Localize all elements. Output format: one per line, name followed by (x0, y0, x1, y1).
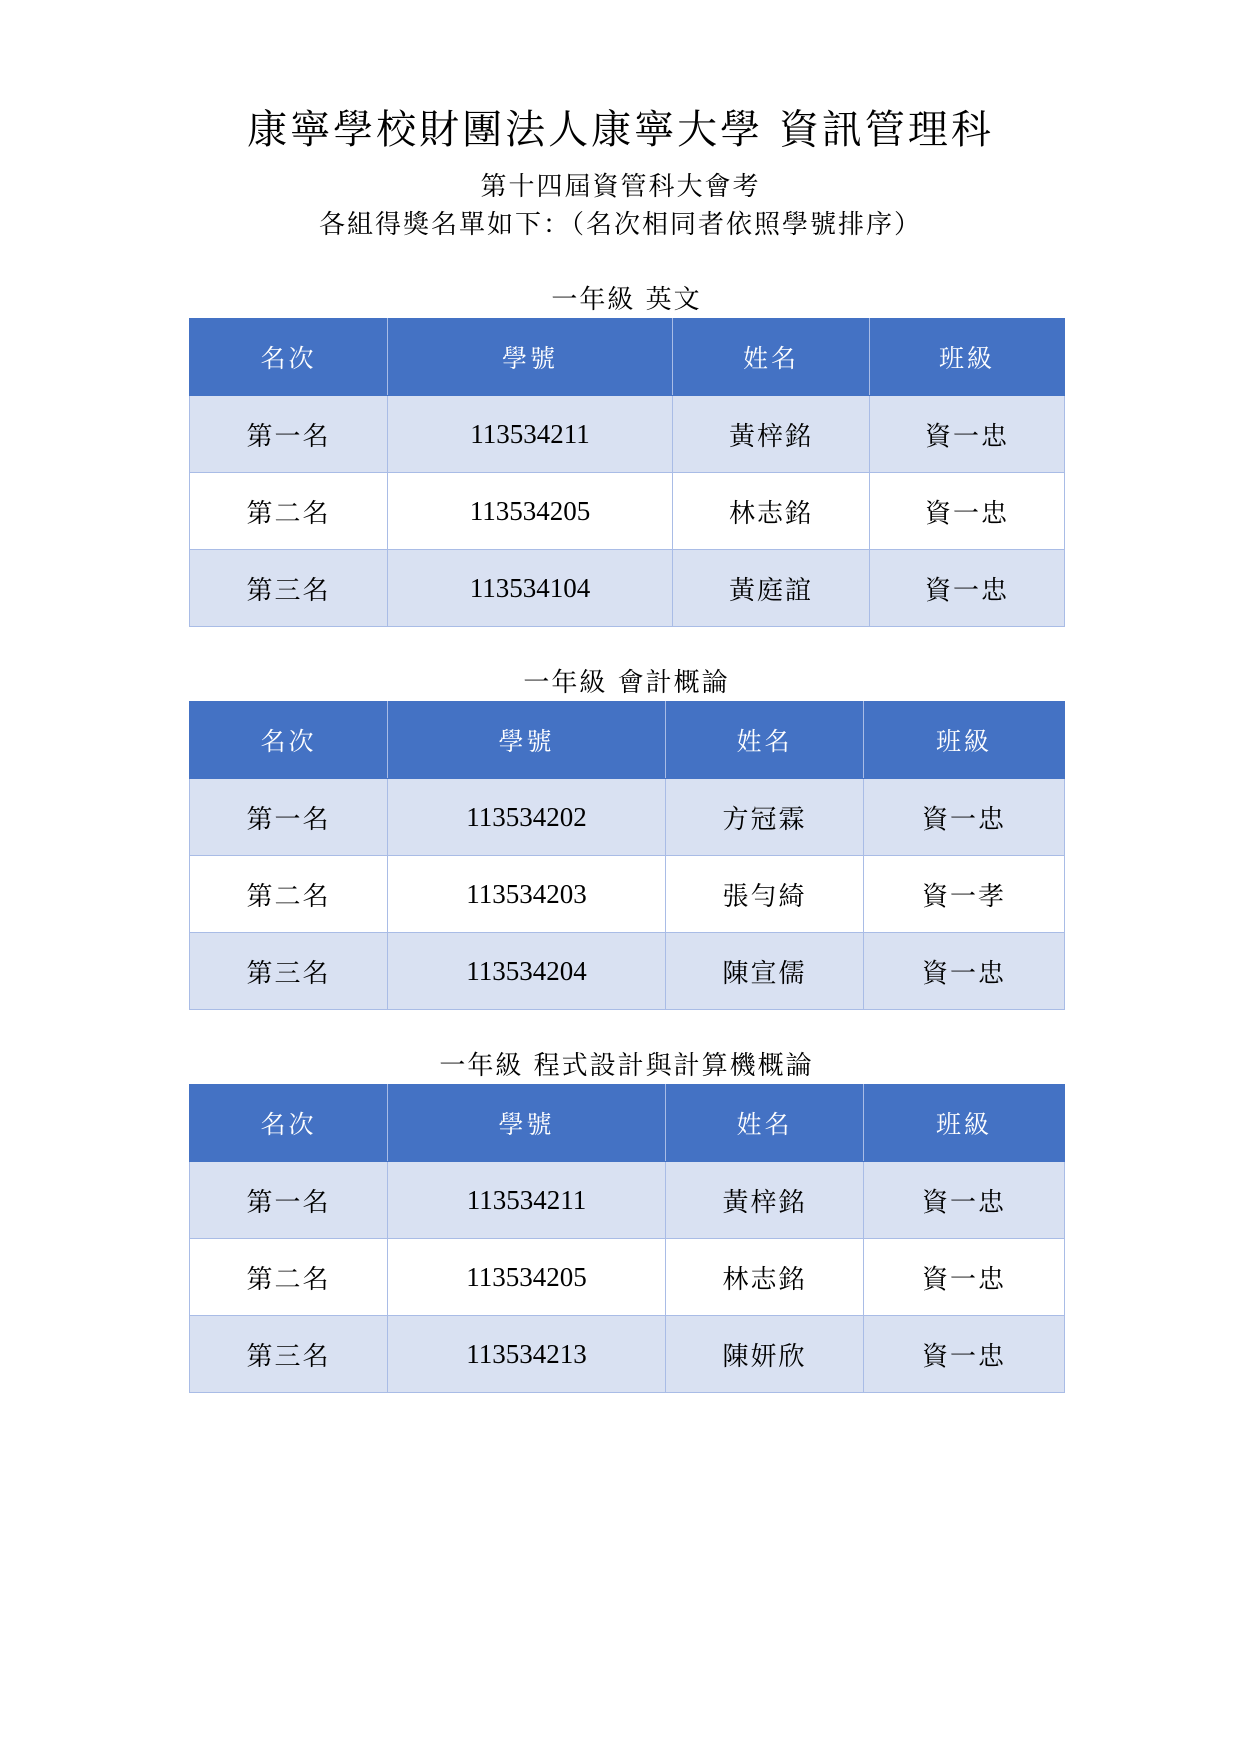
rank-cell: 第一名 (190, 779, 388, 856)
class-cell: 資一忠 (870, 550, 1065, 627)
column-header-student-id: 學號 (388, 702, 666, 779)
class-cell: 資一忠 (864, 779, 1065, 856)
rank-cell: 第三名 (190, 1316, 388, 1393)
class-cell: 資一忠 (870, 473, 1065, 550)
rank-cell: 第三名 (190, 933, 388, 1010)
column-header-name: 姓名 (673, 319, 870, 396)
table-header-row (190, 1085, 1065, 1162)
student-id-cell: 113534211 (388, 396, 673, 473)
section-title: 一年級 會計概論 (523, 668, 730, 698)
student-id-cell: 113534202 (388, 779, 666, 856)
award-table (189, 318, 1065, 627)
column-header-class: 班級 (864, 1085, 1065, 1162)
exam-name: 第十四屆資管科大會考 (480, 172, 761, 202)
student-id-cell: 113534204 (388, 933, 666, 1010)
student-id-cell: 113534104 (388, 550, 673, 627)
name-cell: 林志銘 (666, 1239, 864, 1316)
column-header-name: 姓名 (666, 1085, 864, 1162)
name-cell: 林志銘 (673, 473, 870, 550)
table-row (190, 396, 1065, 473)
table-row (190, 856, 1065, 933)
column-header-class: 班級 (864, 702, 1065, 779)
name-cell: 陳妍欣 (666, 1316, 864, 1393)
student-id-cell: 113534211 (388, 1162, 666, 1239)
name-cell: 張勻綺 (666, 856, 864, 933)
column-header-rank: 名次 (190, 702, 388, 779)
award-table (189, 1084, 1065, 1393)
student-id-cell: 113534213 (388, 1316, 666, 1393)
award-table (189, 701, 1065, 1010)
student-id-cell: 113534203 (388, 856, 666, 933)
column-header-rank: 名次 (190, 1085, 388, 1162)
rank-cell: 第二名 (190, 1239, 388, 1316)
class-cell: 資一孝 (864, 856, 1065, 933)
page-title: 康寧學校財團法人康寧大學 資訊管理科 (247, 107, 994, 153)
student-id-cell: 113534205 (388, 1239, 666, 1316)
table-header-row (190, 702, 1065, 779)
class-cell: 資一忠 (864, 1316, 1065, 1393)
name-cell: 黃梓銘 (673, 396, 870, 473)
table-row (190, 933, 1065, 1010)
table-row (190, 1316, 1065, 1393)
table-row (190, 1239, 1065, 1316)
name-cell: 方冠霖 (666, 779, 864, 856)
table-row (190, 1162, 1065, 1239)
class-cell: 資一忠 (870, 396, 1065, 473)
table-row (190, 779, 1065, 856)
award-list-note: 各組得獎名單如下：（名次相同者依照學號排序） (318, 210, 922, 240)
rank-cell: 第一名 (190, 396, 388, 473)
class-cell: 資一忠 (864, 933, 1065, 1010)
rank-cell: 第一名 (190, 1162, 388, 1239)
table-row (190, 550, 1065, 627)
column-header-student-id: 學號 (388, 319, 673, 396)
section-programming (189, 1050, 1064, 1393)
column-header-student-id: 學號 (388, 1085, 666, 1162)
column-header-name: 姓名 (666, 702, 864, 779)
class-cell: 資一忠 (864, 1162, 1065, 1239)
section-title: 一年級 英文 (551, 285, 702, 315)
column-header-rank: 名次 (190, 319, 388, 396)
name-cell: 黃庭誼 (673, 550, 870, 627)
table-row (190, 473, 1065, 550)
rank-cell: 第三名 (190, 550, 388, 627)
rank-cell: 第二名 (190, 856, 388, 933)
student-id-cell: 113534205 (388, 473, 673, 550)
class-cell: 資一忠 (864, 1239, 1065, 1316)
name-cell: 陳宣儒 (666, 933, 864, 1010)
column-header-class: 班級 (870, 319, 1065, 396)
rank-cell: 第二名 (190, 473, 388, 550)
table-header-row (190, 319, 1065, 396)
section-accounting (189, 667, 1064, 1010)
section-english (189, 284, 1064, 627)
section-title: 一年級 程式設計與計算機概論 (439, 1051, 814, 1081)
name-cell: 黃梓銘 (666, 1162, 864, 1239)
